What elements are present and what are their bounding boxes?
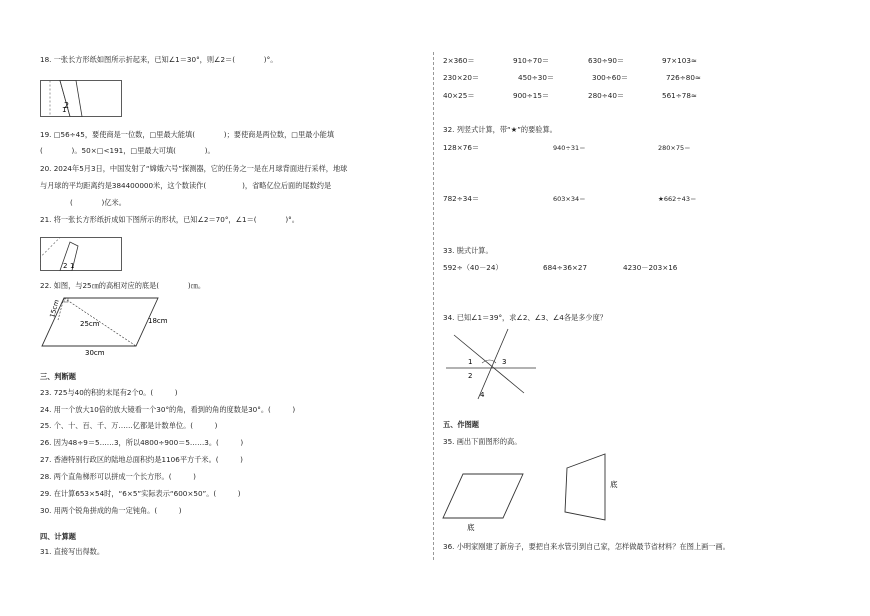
column-divider [433, 52, 435, 560]
question-29: 29. 在计算653×54时，“6×5”实际表示“600×50”。( ) [40, 489, 241, 498]
q22-side-18cm-label: 18cm [148, 317, 168, 325]
q18-angle-1-label: 1 [62, 106, 67, 114]
vertical-calc-1: 128×76＝ [443, 143, 480, 152]
section-4-heading: 四、计算题 [40, 532, 76, 541]
oral-r3-c3: 280÷40＝ [588, 91, 625, 100]
question-31: 31. 直接写出得数。 [40, 547, 105, 556]
q22-base-30cm-label: 30cm [85, 349, 105, 357]
q22-parallelogram-figure [40, 296, 180, 358]
q21-figure [40, 237, 124, 273]
q34-angle-2-label: 2 [468, 372, 473, 380]
question-32: 32. 列竖式计算，带“★”的要验算。 [443, 125, 557, 134]
oral-r1-c4: 97×103≈ [662, 56, 697, 65]
q35-base-label-right: 底 [610, 480, 618, 489]
question-35: 35. 画出下面图形的高。 [443, 437, 522, 446]
q35-parallelogram-figure [441, 470, 531, 534]
oral-r2-c4: 726÷80≈ [666, 73, 701, 82]
q35-trapezoid-figure [563, 452, 633, 524]
q34-angle-1-label: 1 [468, 358, 473, 366]
oral-r3-c4: 561÷78≈ [662, 91, 697, 100]
mixed-calc-3: 4230－203×16 [623, 263, 678, 272]
oral-r1-c2: 910÷70＝ [513, 56, 550, 65]
question-33: 33. 脱式计算。 [443, 246, 493, 255]
q18-figure [40, 80, 124, 118]
question-24: 24. 用一个放大10倍的放大镜看一个30°的角，看到的角的度数是30°。( ) [40, 405, 296, 414]
oral-r3-c2: 900÷15＝ [513, 91, 550, 100]
question-20-line3: ( )亿米。 [70, 198, 126, 207]
section-5-heading: 五、作图题 [443, 420, 479, 429]
section-3-heading: 三、判断题 [40, 372, 76, 381]
question-30: 30. 用两个锐角拼成的角一定钝角。( ) [40, 506, 182, 515]
q34-angle-3-label: 3 [502, 358, 507, 366]
mixed-calc-1: 592÷（40－24） [443, 263, 503, 272]
q21-angle-2-label: 2 [63, 262, 68, 270]
question-26: 26. 因为48÷9＝5……3，所以4800÷900＝5……3。( ) [40, 438, 244, 447]
question-36: 36. 小明家刚建了新房子，要把自来水管引到自己家，怎样做最节省材料？在图上画一画。 [443, 542, 730, 551]
question-22: 22. 如图，与25㎝的高相对应的底是( )㎝。 [40, 281, 206, 290]
q34-angle-4-label: 4 [480, 391, 485, 399]
vertical-calc-2: 940÷31＝ [553, 144, 586, 152]
oral-r1-c1: 2×360＝ [443, 56, 475, 65]
oral-r3-c1: 40×25＝ [443, 91, 475, 100]
question-27: 27. 香港特别行政区的陆地总面积约是1106平方千米。( ) [40, 455, 243, 464]
question-25: 25. 个、十、百、千、万……亿都是计数单位。( ) [40, 421, 218, 430]
question-21: 21. 将一张长方形纸折成如下图所示的形状，已知∠2＝70°，∠1＝( )°。 [40, 215, 299, 224]
question-20-line1: 20. 2024年5月3日，中国发射了“嫦娥六号”探测器，它的任务之一是在月球背面进行采样，地球 [40, 164, 348, 173]
question-20-line2: 与月球的平均距离约是384400000米，这个数读作( )，省略亿位后面的尾数约是 [40, 181, 332, 190]
q21-angle-1-label: 1 [70, 262, 75, 270]
q35-base-label-left: 底 [467, 523, 475, 532]
vertical-calc-4: 782÷34＝ [443, 194, 480, 203]
vertical-calc-5: 603×34＝ [553, 195, 586, 203]
oral-r1-c3: 630÷90＝ [588, 56, 625, 65]
q18-angle-2-label: 2 [64, 101, 70, 110]
question-34: 34. 已知∠1＝39°，求∠2、∠3、∠4各是多少度？ [443, 313, 607, 322]
q22-side-15cm-label: 15cm [48, 298, 61, 319]
q34-angle-figure [446, 327, 538, 407]
vertical-calc-6-starred: ★662÷43＝ [658, 195, 697, 203]
oral-r2-c3: 300÷60＝ [592, 73, 629, 82]
oral-r2-c1: 230×20＝ [443, 73, 480, 82]
question-28: 28. 两个直角梯形可以拼成一个长方形。( ) [40, 472, 196, 481]
question-18: 18. 一张长方形纸如图所示折起来，已知∠1＝30°，则∠2＝( )°。 [40, 55, 278, 64]
question-19-line2: ( )。50×□<191，□里最大可填( )。 [40, 146, 215, 155]
question-23: 23. 725与40的积的末尾有2个0。( ) [40, 388, 178, 397]
oral-r2-c2: 450÷30＝ [518, 73, 555, 82]
q22-height-25cm-label: 25cm [80, 320, 100, 328]
question-19-line1: 19. □56÷45，要使商是一位数，□里最大能填( )；要使商是两位数，□里最小能填 [40, 130, 335, 139]
mixed-calc-2: 684÷36×27 [543, 263, 588, 272]
vertical-calc-3: 280×75＝ [658, 144, 691, 152]
